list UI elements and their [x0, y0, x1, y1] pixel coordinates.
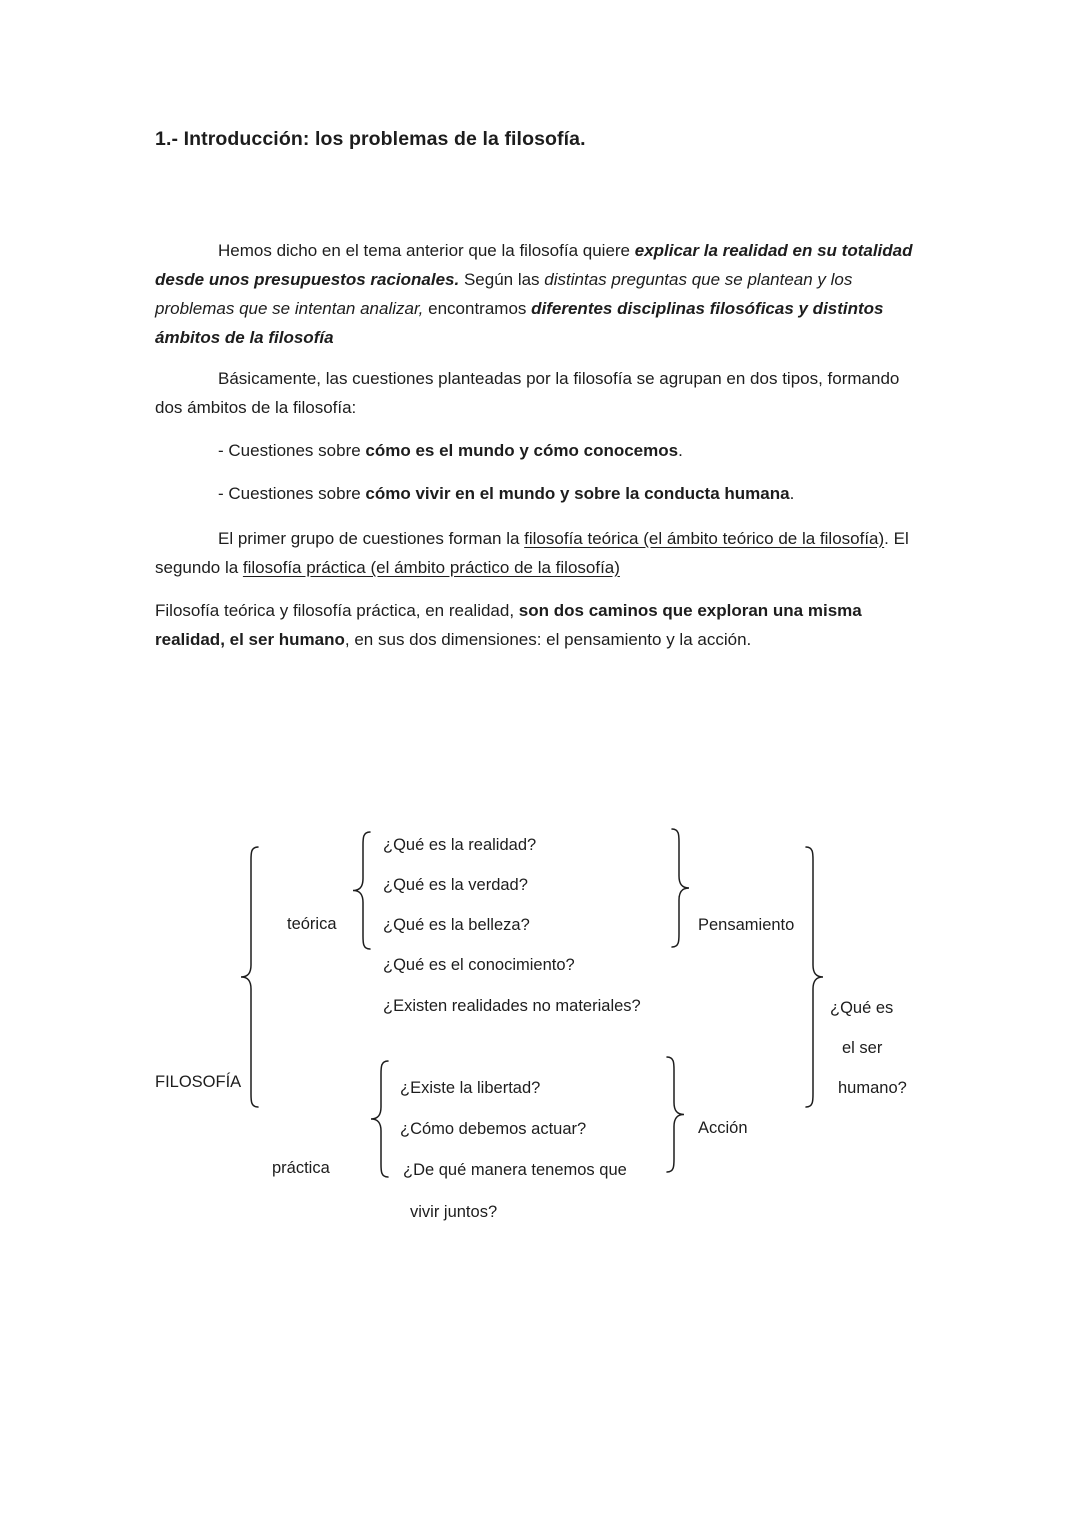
practical-question: ¿Existe la libertad?	[400, 1079, 541, 1097]
theoretical-question: ¿Qué es la verdad?	[383, 876, 528, 894]
teorica-label: teórica	[287, 915, 337, 933]
intro-italic: distintas preguntas que se plantean y los problemas que se intentan analizar,	[155, 270, 853, 318]
filosofia-brace	[238, 846, 264, 1108]
accion-brace	[661, 1056, 687, 1173]
theoretical-question: ¿Qué es la realidad?	[383, 836, 537, 854]
intro-text: encontramos	[423, 299, 532, 318]
practica-questions-brace	[368, 1060, 394, 1178]
intro-bold-italic: explicar la realidad en su totalidad desde unos presupuestos racionales.	[155, 241, 913, 289]
ser-humano-brace	[800, 846, 826, 1108]
intro-paragraph	[155, 236, 927, 352]
bullet-item-world: - Cuestiones sobre cómo es el mundo y cómo conocemos.	[218, 441, 683, 460]
two-paths-paragraph: Filosofía teórica y filosofía práctica, en realidad, son dos caminos que exploran una misma realidad, el ser humano, en sus dos dimensiones: el pensamiento y la acción.	[155, 601, 862, 649]
filosofia-label: FILOSOFÍA	[155, 1073, 242, 1091]
central-question-line: ¿Qué es	[830, 999, 894, 1017]
practical-question: vivir juntos?	[410, 1203, 498, 1221]
bullet-item-conduct: - Cuestiones sobre cómo vivir en el mundo y sobre la conducta humana.	[218, 484, 795, 503]
central-question-line: humano?	[838, 1079, 907, 1097]
groups-paragraph: El primer grupo de cuestiones forman la filosofía teórica (el ámbito teórico de la filosofía). El segundo la filosofía práctica (el ámbito práctico de la filosofía)	[155, 529, 909, 577]
teorica-questions-brace	[350, 831, 376, 950]
underlined-practical: filosofía práctica (el ámbito práctico de la filosofía)	[242, 558, 620, 577]
page-title: 1.- Introducción: los problemas de la filosofía.	[155, 128, 586, 150]
intro-text: Según las	[459, 270, 545, 289]
accion-label: Acción	[698, 1119, 748, 1137]
theoretical-question: ¿Qué es la belleza?	[383, 916, 530, 934]
practica-label: práctica	[272, 1159, 330, 1177]
pensamiento-brace	[666, 828, 692, 948]
pensamiento-label: Pensamiento	[698, 916, 795, 934]
intro-text: Hemos dicho en el tema anterior que la filosofía quiere	[218, 241, 635, 260]
underlined-theoretical: filosofía teórica (el ámbito teórico de la filosofía)	[524, 529, 885, 548]
theoretical-question: ¿Existen realidades no materiales?	[383, 997, 641, 1015]
intro-bold-italic: diferentes disciplinas filosóficas y distintos ámbitos de la filosofía	[155, 299, 884, 347]
central-question-line: el ser	[842, 1039, 883, 1057]
theoretical-question: ¿Qué es el conocimiento?	[383, 956, 575, 974]
practical-question: ¿De qué manera tenemos que	[403, 1161, 627, 1179]
practical-question: ¿Cómo debemos actuar?	[400, 1120, 587, 1138]
two-types-paragraph: Básicamente, las cuestiones planteadas por la filosofía se agrupan en dos tipos, formando dos ámbitos de la filosofía:	[155, 369, 900, 417]
